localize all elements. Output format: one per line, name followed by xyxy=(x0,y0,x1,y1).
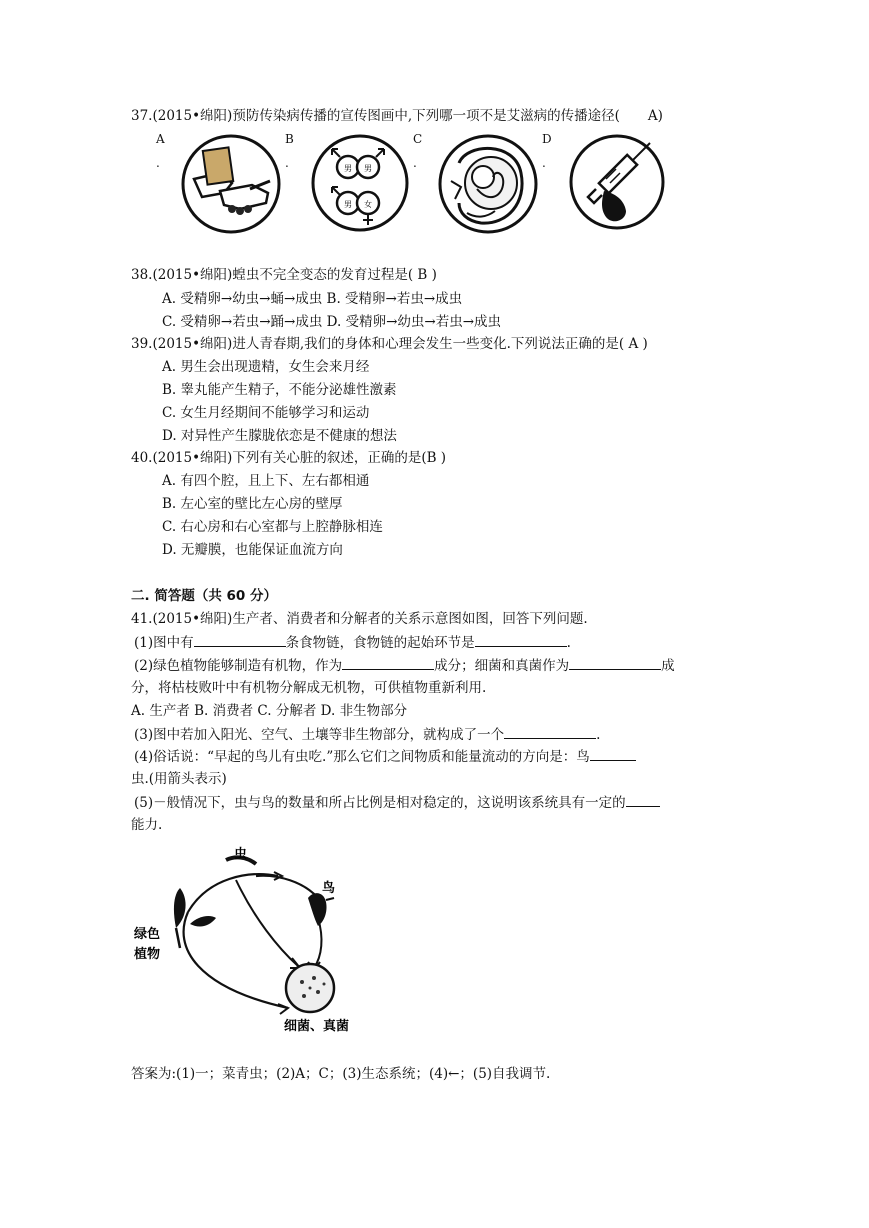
q41-part5-cont: 能力. xyxy=(131,817,163,833)
q41-blank-4[interactable] xyxy=(569,655,661,670)
q41-part3-a: (3)图中若加入阳光、空气、土壤等非生物部分，就构成了一个 xyxy=(134,727,505,743)
insect-label: 虫 xyxy=(234,847,248,862)
plant-stem-icon xyxy=(176,928,180,948)
q39-stem: 39.(2015•绵阳)进人青春期,我们的身体和心理会发生一些变化.下列说法正确的是( A ) xyxy=(131,336,648,352)
q41-blank-5[interactable] xyxy=(504,724,596,739)
q41-part4-a: (4)俗话说：“早起的鸟儿有虫吃.”那么它们之间物质和能量流动的方向是：鸟 xyxy=(134,749,590,765)
q39-option-a: A. 男生会出现遗精，女生会来月经 xyxy=(162,359,370,375)
q40-option-c: C. 右心房和右心室都与上腔静脉相连 xyxy=(162,519,383,535)
q40-option-b: B. 左心室的壁比左心房的壁厚 xyxy=(162,496,343,512)
q39-option-c: C. 女生月经期间不能够学习和运动 xyxy=(162,405,370,421)
q41-part1-c: . xyxy=(566,635,571,651)
q41-part2-c: 成 xyxy=(661,658,675,674)
q37-option-d-letter: D xyxy=(542,132,552,146)
plant-label-line1: 绿色 xyxy=(134,927,161,942)
q40-option-a: A. 有四个腔，且上下、左右都相通 xyxy=(162,473,370,489)
q41-part4 xyxy=(134,746,636,767)
q37-option-b-letter: B xyxy=(285,132,294,146)
q38-stem: 38.(2015•绵阳)蝗虫不完全变态的发育过程是( B ) xyxy=(131,267,437,283)
q37-option-c-letter: C xyxy=(413,132,423,146)
gender-b-label-1: 男 xyxy=(344,164,352,173)
q41-choices: A. 生产者 B. 消费者 C. 分解者 D. 非生物部分 xyxy=(131,703,408,719)
arrow-insect-to-bird xyxy=(256,876,318,898)
q41-part2-a: (2)绿色植物能够制造有机物，作为 xyxy=(134,658,343,674)
q41-part4-cont: 虫.(用箭头表示) xyxy=(131,771,227,787)
gender-b-label-3: 男 xyxy=(344,200,352,209)
section-title: 二. 简答题（共 60 分） xyxy=(131,588,278,604)
gender-b-label-4: 女 xyxy=(364,200,372,209)
q37-option-a-dot: . xyxy=(156,156,160,170)
syringe-icon xyxy=(568,133,666,231)
q37-stem xyxy=(131,106,663,126)
q39-option-d: D. 对异性产生朦胧依恋是不健康的想法 xyxy=(162,428,397,444)
q37-option-a-letter: A xyxy=(156,132,165,146)
decomposer-label: 细菌、真菌 xyxy=(284,1019,350,1034)
q37-option-c-dot: . xyxy=(413,156,417,170)
q41-part3 xyxy=(134,724,600,745)
q41-part2-cont: 分，将枯枝败叶中有机物分解成无机物，可供植物重新利用. xyxy=(131,680,487,696)
q41-stem: 41.(2015•绵阳)生产者、消费者和分解者的关系示意图如图，回答下列问题. xyxy=(131,611,588,627)
q41-blank-1[interactable] xyxy=(194,632,286,647)
q41-part1-a: (1)图中有 xyxy=(134,635,194,651)
q40-option-d: D. 无瓣膜，也能保证血流方向 xyxy=(162,542,343,558)
q41-part3-b: . xyxy=(596,727,601,743)
plant-leaf-2-icon xyxy=(190,916,216,926)
q41-blank-6[interactable] xyxy=(590,746,636,761)
plant-label-line2: 植物 xyxy=(134,947,161,962)
q39-option-b: B. 睾丸能产生精子，不能分泌雄性激素 xyxy=(162,382,397,398)
q37-stem-text: 37.(2015•绵阳)预防传染病传播的宣传图画中,下列哪一项不是艾滋病的传播途径( xyxy=(131,108,620,124)
q41-blank-3[interactable] xyxy=(342,655,434,670)
q37-option-d-dot: . xyxy=(542,156,546,170)
q41-part2-b: 成分；细菌和真菌作为 xyxy=(434,658,570,674)
q41-part1 xyxy=(134,632,571,653)
bird-label: 鸟 xyxy=(322,881,336,896)
q41-answer: 答案为:(1)一；菜青虫；(2)A；C；(3)生态系统；(4)←；(5)自我调节. xyxy=(131,1066,551,1082)
pregnancy-icon xyxy=(437,133,539,235)
food-chain-diagram xyxy=(128,838,388,1048)
q41-part5-a: (5)－般情况下，虫与鸟的数量和所占比例是相对稳定的，这说明该系统具有一定的 xyxy=(134,795,626,811)
bird-icon xyxy=(308,893,327,926)
arrow-insect-to-decomposer xyxy=(236,880,298,966)
q41-blank-7[interactable] xyxy=(626,792,660,807)
q38-option-row-1: A. 受精卵→幼虫→蛹→成虫 B. 受精卵→若虫→成虫 xyxy=(162,291,463,307)
q37-answer: A xyxy=(647,108,658,124)
arrowhead-decomposer xyxy=(278,1004,288,1014)
arrow-plant-to-insect xyxy=(188,874,278,912)
q37-option-b-dot: . xyxy=(285,156,289,170)
q41-blank-2[interactable] xyxy=(475,632,567,647)
q41-part5 xyxy=(134,792,660,813)
handshake-icon xyxy=(180,133,282,235)
gender-symbols-icon xyxy=(310,133,410,233)
q41-part1-b: 条食物链，食物链的起始环节是 xyxy=(285,635,475,651)
q41-part2 xyxy=(134,655,675,676)
gender-b-label-2: 男 xyxy=(364,164,372,173)
q40-stem: 40.(2015•绵阳)下列有关心脏的叙述，正确的是(B ) xyxy=(131,450,447,466)
q38-option-row-2: C. 受精卵→若虫→踊→成虫 D. 受精卵→幼虫→若虫→成虫 xyxy=(162,314,502,330)
arrow-bird-to-decomposer xyxy=(314,918,321,968)
q37-close: ) xyxy=(657,108,663,124)
